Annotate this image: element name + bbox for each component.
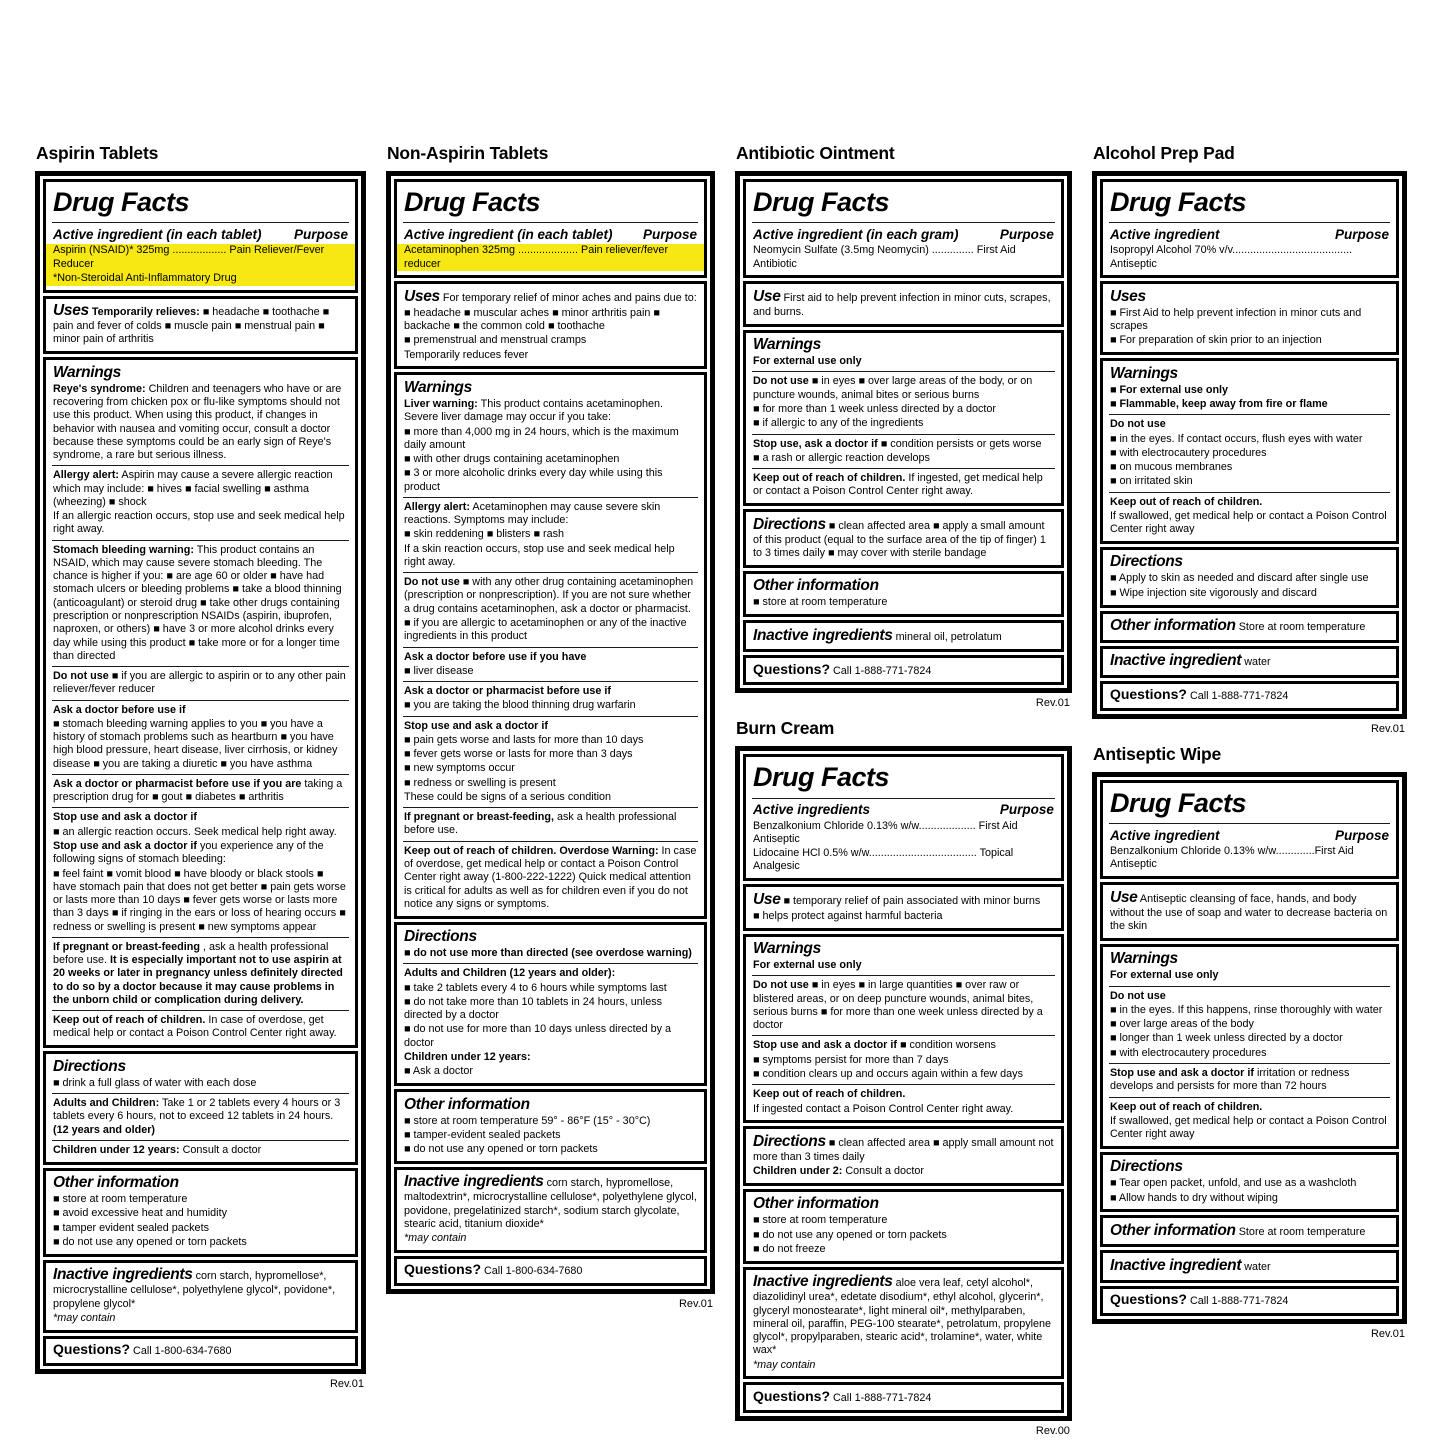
text-row: Do not use xyxy=(1109,989,1166,1002)
text-row: Questions? Call 1-800-634-7680 xyxy=(53,1341,232,1358)
separator-rule xyxy=(403,716,698,717)
separator-rule xyxy=(52,774,349,775)
separator-rule xyxy=(403,841,698,842)
use-section xyxy=(743,281,1064,326)
section-heading-row: Other information xyxy=(752,1195,879,1213)
separator-rule xyxy=(1109,1063,1390,1064)
separator-rule xyxy=(1109,222,1390,223)
text-row: Active ingredient (in each gram) Purpose xyxy=(752,226,1054,242)
separator-rule xyxy=(403,647,698,648)
column-2 xyxy=(386,143,715,1310)
text-row: ■ for more than 1 week unless directed by a doctor xyxy=(752,403,996,416)
text-row: If swallowed, get medical help or contact a Poison Control Center right away xyxy=(1109,509,1387,536)
revision-label: Rev.01 xyxy=(1370,1327,1406,1340)
section-heading-row: Directions ■ clean affected area ■ apply small amount not more than 3 times daily xyxy=(752,1132,1054,1163)
text-row: Allergy alert: Aspirin may cause a severe allergic reaction which may include: ■ hives ■ facial swelling ■ asthma (wheezing) ■ shock xyxy=(53,469,333,508)
warnings-section xyxy=(394,372,707,918)
text-row: ■ tamper-evident sealed packets xyxy=(403,1128,561,1141)
uses-section xyxy=(394,281,707,369)
text-row: ■ Tear open packet, unfold, and use as a washcloth xyxy=(1109,1177,1357,1190)
text-row: Keep out of reach of children. xyxy=(1109,495,1263,508)
separator-rule xyxy=(403,807,698,808)
section-heading-row: Directions xyxy=(1109,553,1183,571)
text-row: Children under 12 years: Consult a doctor xyxy=(53,1143,262,1156)
separator-rule xyxy=(403,681,698,682)
text-row: Do not use ■ if you are allergic to aspirin or to any other pain reliever/fever reducer xyxy=(53,670,346,696)
text-row: Stop use and ask a doctor if xyxy=(53,811,197,824)
text-row: ■ if you are allergic to acetaminophen or any of the inactive ingredients in this product xyxy=(403,617,687,643)
uses-section xyxy=(43,296,358,355)
text-row: ■ helps protect against harmful bacteria xyxy=(752,909,943,922)
other-information-section xyxy=(1100,611,1399,643)
column-3 xyxy=(735,143,1072,1437)
separator-rule xyxy=(403,963,698,964)
text-row: ■ For external use only xyxy=(1109,383,1229,396)
text-row: For external use only xyxy=(1109,969,1219,982)
drug-facts-title: Drug Facts xyxy=(1109,187,1246,217)
text-row: *may contain xyxy=(53,1311,116,1324)
text-row: ■ fever gets worse or lasts for more than 3 days xyxy=(403,748,633,761)
section-heading-row: Other information Store at room temperature xyxy=(1109,617,1366,634)
text-row: ■ For preparation of skin prior to an injection xyxy=(1109,334,1322,347)
inactive-ingredients-section xyxy=(43,1260,358,1333)
separator-rule xyxy=(52,222,349,223)
text-row: ■ Ask a doctor xyxy=(403,1065,473,1078)
separator-rule xyxy=(1109,492,1390,493)
text-row: ■ symptoms persist for more than 7 days xyxy=(752,1053,949,1066)
separator-rule xyxy=(752,371,1055,372)
text-row: ■ do not use any opened or torn packets xyxy=(752,1228,947,1241)
text-row: ■ new symptoms occur xyxy=(403,762,515,775)
inactive-ingredients-section xyxy=(743,1267,1064,1380)
text-row: ■ pain gets worse and lasts for more than 10 days xyxy=(403,733,644,746)
text-row: ■ premenstrual and menstrual cramps xyxy=(403,334,587,347)
separator-rule xyxy=(52,540,349,541)
text-row: Ask a doctor or pharmacist before use if xyxy=(403,685,611,698)
revision-label: Rev.01 xyxy=(1370,722,1406,735)
text-row: Questions? Call 1-888-771-7824 xyxy=(1109,1291,1289,1308)
section-heading-row: Inactive ingredient water xyxy=(1109,652,1271,670)
text-row: For external use only xyxy=(752,959,862,972)
text-row: ■ an allergic reaction occurs. Seek medical help right away. xyxy=(53,825,337,838)
drug-facts-label xyxy=(1092,772,1407,1324)
separator-rule xyxy=(403,222,698,223)
text-row: Active ingredient Purpose xyxy=(1109,226,1390,242)
separator-rule xyxy=(752,1035,1055,1036)
product-heading: Non-Aspirin Tablets xyxy=(386,143,549,163)
revision-label: Rev.01 xyxy=(1035,697,1070,710)
header-section xyxy=(43,179,358,293)
text-row: Acetaminophen 325mg .................... Pain reliever/fever reducer xyxy=(397,244,704,272)
separator-rule xyxy=(752,434,1055,435)
section-heading-row: Directions xyxy=(1109,1158,1183,1176)
text-row: ■ store at room temperature xyxy=(53,1193,188,1206)
directions-section xyxy=(743,1126,1064,1186)
text-row: ■ Flammable, keep away from fire or flame xyxy=(1109,398,1328,411)
header-section xyxy=(1100,179,1399,278)
text-row: ■ redness or swelling is present xyxy=(403,776,556,789)
separator-rule xyxy=(52,1140,349,1141)
text-row: ■ avoid excessive heat and humidity xyxy=(53,1207,227,1220)
text-row: *Non-Steroidal Anti-Inflammatory Drug xyxy=(46,271,355,285)
inactive-ingredients-section xyxy=(394,1167,707,1253)
separator-rule xyxy=(52,1010,349,1011)
warnings-section xyxy=(1100,944,1399,1149)
text-row: ■ do not take more than 10 tablets in 24 hours, unless directed by a doctor xyxy=(403,995,662,1022)
text-row: Reye's syndrome: Children and teenagers who have or are recovering from chicken pox or flu-like symptoms should not use this product. When using this product, if changes in behavior with nausea and vomiting occur, consult a doctor because these symptoms could be an early sign of Reye's syndrome, a rare but serious illness. xyxy=(53,382,342,462)
other-information-section xyxy=(43,1168,358,1257)
column-4 xyxy=(1092,143,1407,1340)
text-row: Aspirin (NSAID)* 325mg .................. Pain Reliever/Fever Reducer xyxy=(46,244,355,272)
text-row: If a skin reaction occurs, stop use and seek medical help right away. xyxy=(403,542,675,568)
other-information-section xyxy=(394,1089,707,1164)
section-heading-row: Other information xyxy=(752,577,879,595)
questions-section xyxy=(743,1382,1064,1412)
text-row: Keep out of reach of children. If ingested, get medical help or contact a Poison Control Center right away. xyxy=(752,472,1043,498)
separator-rule xyxy=(1109,1097,1390,1098)
panel-aspirin-tablets xyxy=(35,143,366,1390)
text-row: Questions? Call 1-888-771-7824 xyxy=(752,1387,932,1404)
section-heading-row: Uses For temporary relief of minor aches and pains due to: xyxy=(403,287,697,305)
text-row: ■ do not freeze xyxy=(752,1242,826,1255)
separator-rule xyxy=(52,1093,349,1094)
text-row: Keep out of reach of children. Overdose Warning: In case of overdose, get medical help or contact a Poison Control Center right away (1-800-222-1222) Quick medical attention is critical for adults as well as for children even if you do not notice any signs or symptoms. xyxy=(403,844,697,910)
text-row: If an allergic reaction occurs, stop use and seek medical help right away. xyxy=(53,510,345,536)
text-row: ■ store at room temperature xyxy=(752,1214,888,1227)
text-row: Lidocaine HCl 0.5% w/w.................................... Topical Analgesic xyxy=(752,847,1014,873)
text-row: Keep out of reach of children. In case of overdose, get medical help or contact a Poison Control Center right away. xyxy=(53,1014,337,1040)
separator-rule xyxy=(1109,414,1390,415)
separator-rule xyxy=(752,222,1055,223)
text-row: Isopropyl Alcohol 70% v/v........................................ Antiseptic xyxy=(1109,244,1353,270)
revision-label: Rev.01 xyxy=(678,1298,713,1311)
text-row: Stop use and ask a doctor if irritation or redness develops and persists for more than 72 hours xyxy=(1109,1066,1350,1093)
inactive-ingredients-section xyxy=(1100,1250,1399,1282)
section-heading-row: Inactive ingredients aloe vera leaf, cetyl alcohol*, diazolidinyl urea*, edetate disodium*, ethyl alcohol, glycerin*, glyceryl monostearate*, light mineral oil*, methylparaben, mineral oil, paraffin, PEG-100 stearate*, petrolatum, propylene glycol*, propylparaben, stearic acid*, trolamine*, water, white wax* xyxy=(752,1273,1052,1357)
separator-rule xyxy=(52,666,349,667)
text-row: Do not use ■ in eyes ■ over large areas of the body, or on puncture wounds, animal bites or serious burns xyxy=(752,375,1033,401)
header-section xyxy=(743,179,1064,278)
warnings-section xyxy=(1100,358,1399,544)
text-row: ■ do not use for more than 10 days unless directed by a doctor xyxy=(403,1023,671,1049)
questions-section xyxy=(43,1336,358,1366)
inactive-ingredients-section xyxy=(1100,646,1399,678)
text-row: ■ you are taking the blood thinning drug warfarin xyxy=(403,699,636,712)
separator-rule xyxy=(1109,823,1390,824)
section-heading-row: Inactive ingredients corn starch, hypromellose, maltodextrin*, microcrystalline cellulose*, polyethylene glycol, povidone, pregelatinized starch*, sodium starch glycolate, stearic acid, titanium dioxide* xyxy=(403,1173,697,1230)
text-row: Keep out of reach of children. xyxy=(1109,1100,1263,1113)
use-section xyxy=(743,884,1064,930)
text-row: ■ longer than 1 week unless directed by a doctor xyxy=(1109,1032,1343,1045)
section-heading-row: Uses xyxy=(1109,287,1146,305)
text-row: Ask a doctor before use if you have xyxy=(403,650,587,663)
other-information-section xyxy=(743,1189,1064,1264)
section-heading-row: Inactive ingredients corn starch, hypromellose*, microcrystalline cellulose*, polyethylene glycol*, povidone*, propylene glycol* xyxy=(53,1266,336,1310)
text-row: ■ with electrocautery procedures xyxy=(1109,446,1267,459)
text-row: If ingested contact a Poison Control Center right away. xyxy=(752,1102,1014,1115)
questions-section xyxy=(1100,1286,1399,1316)
section-heading-row: Use Antiseptic cleansing of face, hands, and body without the use of soap and water to decrease bacteria on the skin xyxy=(1109,888,1388,933)
separator-rule xyxy=(403,572,698,573)
revision-label: Rev.00 xyxy=(1035,1424,1070,1437)
text-row: ■ feel faint ■ vomit blood ■ have bloody or black stools ■ have stomach pain that does not get better ■ pain gets worse or lasts more than 10 days ■ fever gets worse or lasts more than 3 days ■ if ringing in the ears or loss of hearing occurs ■ redness or swelling is present ■ new symptoms appear xyxy=(53,867,346,933)
warnings-section xyxy=(43,357,358,1048)
revision-label: Rev.01 xyxy=(329,1377,364,1390)
section-heading-row: Warnings xyxy=(53,363,121,381)
section-heading-row: Warnings xyxy=(1109,364,1178,382)
text-row: Children under 2: Consult a doctor xyxy=(752,1165,924,1178)
separator-rule xyxy=(52,700,349,701)
section-heading-row: Warnings xyxy=(1109,950,1178,968)
text-row: *may contain xyxy=(752,1358,816,1371)
text-row: Stop use and ask a doctor if xyxy=(403,719,548,732)
separator-rule xyxy=(752,975,1055,976)
text-row: Questions? Call 1-888-771-7824 xyxy=(1109,686,1289,703)
separator-rule xyxy=(752,468,1055,469)
product-heading: Antibiotic Ointment xyxy=(735,143,895,163)
text-row: Allergy alert: Acetaminophen may cause severe skin reactions. Symptoms may include: xyxy=(403,500,661,527)
text-row: Do not use ■ with any other drug containing acetaminophen (prescription or nonprescription). If you are not sure whether a drug contains acetaminophen, ask a doctor or pharmacist. xyxy=(403,576,694,615)
section-heading-row: Use First aid to help prevent infection in minor cuts, scrapes, and burns. xyxy=(752,287,1051,318)
drug-facts-label xyxy=(35,171,366,1374)
section-heading-row: Inactive ingredients mineral oil, petrolatum xyxy=(752,626,1002,644)
header-section xyxy=(394,179,707,278)
questions-section xyxy=(743,655,1064,685)
text-row: Neomycin Sulfate (3.5mg Neomycin) .............. First Aid Antibiotic xyxy=(752,244,1016,270)
text-row: Active ingredient (in each tablet) Purpose xyxy=(403,226,697,242)
section-heading-row: Other information Store at room temperature xyxy=(1109,1221,1366,1239)
drug-facts-label xyxy=(386,171,715,1294)
text-row: If pregnant or breast-feeding , ask a health professional before use. It is especially important not to use aspirin at 20 weeks or later in pregnancy unless definitely directed to do so by a doctor because it may cause problems in the unborn child or complication during delivery. xyxy=(53,940,343,1006)
text-row: Benzalkonium Chloride 0.13% w/w................... First Aid Antiseptic xyxy=(752,819,1018,845)
text-row: ■ drink a full glass of water with each dose xyxy=(53,1076,257,1089)
text-row: ■ headache ■ muscular aches ■ minor arthritis pain ■ backache ■ the common cold ■ toothache xyxy=(403,306,660,333)
inactive-ingredients-section xyxy=(743,620,1064,652)
text-row: ■ with electrocautery procedures xyxy=(1109,1046,1267,1059)
text-row: Keep out of reach of children. xyxy=(752,1088,906,1101)
text-row: ■ if allergic to any of the ingredients xyxy=(752,417,924,430)
text-row: Questions? Call 1-800-634-7680 xyxy=(403,1261,583,1278)
text-row: ■ 3 or more alcoholic drinks every day while using this product xyxy=(403,467,663,493)
text-row: Liver warning: This product contains acetaminophen. Severe liver damage may occur if you take: xyxy=(403,398,664,424)
text-row: For external use only xyxy=(752,355,862,368)
text-row: ■ skin reddening ■ blisters ■ rash xyxy=(403,528,564,541)
section-heading-row: Other information xyxy=(53,1174,179,1192)
text-row: Temporarily reduces fever xyxy=(403,348,529,361)
questions-section xyxy=(394,1256,707,1286)
separator-rule xyxy=(52,937,349,938)
directions-section xyxy=(394,922,707,1086)
text-row: ■ First Aid to help prevent infection in minor cuts and scrapes xyxy=(1109,306,1362,333)
directions-section xyxy=(1100,547,1399,608)
text-row: ■ in the eyes. If this happens, rinse thoroughly with water xyxy=(1109,1003,1383,1016)
text-row: Questions? Call 1-888-771-7824 xyxy=(752,660,932,677)
section-heading-row: Directions xyxy=(403,928,477,946)
text-row: ■ a rash or allergic reaction develops xyxy=(752,451,930,464)
directions-section xyxy=(1100,1152,1399,1213)
drug-facts-title: Drug Facts xyxy=(53,187,190,217)
separator-rule xyxy=(403,497,698,498)
text-row: Stop use and ask a doctor if ■ condition worsens xyxy=(752,1039,996,1052)
text-row: ■ in the eyes. If contact occurs, flush eyes with water xyxy=(1109,432,1363,445)
header-section xyxy=(743,754,1064,881)
text-row: Do not use ■ in eyes ■ in large quantities ■ over raw or blistered areas, or on deep puncture wounds, animal bites, serious burns ■ for more than one week unless directed by a doctor xyxy=(752,979,1043,1032)
drug-facts-title: Drug Facts xyxy=(752,187,890,217)
text-row: ■ on mucous membranes xyxy=(1109,461,1233,474)
text-row: ■ Allow hands to dry without wiping xyxy=(1109,1191,1278,1204)
separator-rule xyxy=(1109,986,1390,987)
text-row: Stop use, ask a doctor if ■ condition persists or gets worse xyxy=(752,437,1042,450)
text-row: ■ over large areas of the body xyxy=(1109,1018,1254,1031)
text-row: ■ Apply to skin as needed and discard after single use xyxy=(1109,572,1369,585)
product-heading: Burn Cream xyxy=(735,718,835,739)
questions-section xyxy=(1100,681,1399,711)
product-heading: Aspirin Tablets xyxy=(36,143,159,163)
uses-section xyxy=(1100,281,1399,355)
text-row: Stomach bleeding warning: This product contains an NSAID, which may cause severe stomach bleeding. The chance is higher if you: ■ are age 60 or older ■ have had stomach ulcers or bleeding problems ■ take a blood thinning (anticoagulant) or steroid drug ■ take other drugs containing prescription or nonprescription NSAIDs (aspirin, ibuprofen, naproxen, or others) ■ have 3 or more alcohol drinks every day while using this product ■ take more or for a longer time than directed xyxy=(53,543,342,662)
column-1 xyxy=(35,143,366,1390)
text-row: ■ more than 4,000 mg in 24 hours, which is the maximum daily amount xyxy=(403,425,679,451)
text-row: ■ liver disease xyxy=(403,664,474,677)
text-row: ■ Wipe injection site vigorously and discard xyxy=(1109,586,1317,599)
separator-rule xyxy=(752,1084,1055,1085)
text-row: Stop use and ask a doctor if you experience any of the following signs of stomach bleeding: xyxy=(53,839,324,866)
drug-facts-title: Drug Facts xyxy=(752,762,890,793)
panel-antiseptic-wipe xyxy=(1092,744,1407,1340)
directions-section xyxy=(43,1051,358,1164)
section-heading-row: Other information xyxy=(403,1095,530,1113)
warnings-section xyxy=(743,934,1064,1124)
text-row: Ask a doctor before use if xyxy=(53,703,186,716)
text-row: Children under 12 years: xyxy=(403,1050,531,1063)
text-row: ■ do not use more than directed (see overdose warning) xyxy=(403,947,692,960)
text-row: If pregnant or breast-feeding, ask a health professional before use. xyxy=(403,811,677,837)
panel-non-aspirin-tablets xyxy=(386,143,715,1310)
text-row: Ask a doctor or pharmacist before use if you are taking a prescription drug for ■ gout ■ diabetes ■ arthritis xyxy=(53,777,343,804)
section-heading-row: Warnings xyxy=(403,378,472,396)
section-heading-row: Use ■ temporary relief of pain associated with minor burns xyxy=(752,890,1041,908)
drug-facts-label xyxy=(735,171,1072,693)
section-heading-row: Inactive ingredient water xyxy=(1109,1256,1271,1274)
drug-facts-title: Drug Facts xyxy=(1109,787,1246,818)
warnings-section xyxy=(743,330,1064,506)
section-heading-row: Directions xyxy=(53,1057,126,1075)
section-heading-row: Directions ■ clean affected area ■ apply a small amount of this product (equal to the surface area of the tip of finger) 1 to 3 times daily ■ may cover with sterile bandage xyxy=(752,515,1046,559)
text-row: ■ with other drugs containing acetaminophen xyxy=(403,453,620,466)
text-row: ■ store at room temperature xyxy=(752,596,888,609)
text-row: ■ do not use any opened or torn packets xyxy=(403,1143,598,1156)
other-information-section xyxy=(743,571,1064,617)
drug-facts-label xyxy=(1092,171,1407,719)
text-row: These could be signs of a serious condition xyxy=(403,790,612,803)
drug-facts-label xyxy=(735,746,1072,1420)
text-row: *may contain xyxy=(403,1232,467,1245)
other-information-section xyxy=(1100,1215,1399,1247)
use-section xyxy=(1100,882,1399,941)
panel-burn-cream xyxy=(735,718,1072,1436)
section-heading-row: Warnings xyxy=(752,940,821,958)
text-row: Active ingredient (in each tablet) Purpose xyxy=(53,226,348,242)
text-row: Do not use xyxy=(1109,418,1166,431)
separator-rule xyxy=(52,807,349,808)
text-row: ■ do not use any opened or torn packets xyxy=(53,1235,247,1248)
product-heading: Antiseptic Wipe xyxy=(1092,743,1222,764)
text-row: Active ingredient Purpose xyxy=(1109,827,1390,843)
panel-alcohol-prep-pad xyxy=(1092,143,1407,735)
drug-facts-title: Drug Facts xyxy=(403,187,541,217)
separator-rule xyxy=(52,465,349,466)
header-section xyxy=(1100,780,1399,879)
text-row: ■ stomach bleeding warning applies to you ■ you have a history of stomach problems such as heartburn ■ you have high blood pressure, heart disease, liver cirrhosis, or kidney disease ■ you are taking a diuretic ■ you have asthma xyxy=(53,717,338,770)
text-row: ■ take 2 tablets every 4 to 6 hours while symptoms last xyxy=(403,981,667,994)
text-row: Benzalkonium Chloride 0.13% w/w.............First Aid Antiseptic xyxy=(1109,845,1354,871)
separator-rule xyxy=(752,798,1055,799)
text-row: Adults and Children: Take 1 or 2 tablets every 4 hours or 3 tablets every 6 hours, not to exceed 12 tablets in 24 hours. (12 years and older) xyxy=(53,1097,341,1136)
directions-section xyxy=(743,509,1064,568)
panel-antibiotic-ointment xyxy=(735,143,1072,709)
text-row: If swallowed, get medical help or contact a Poison Control Center right away xyxy=(1109,1114,1387,1141)
product-heading: Alcohol Prep Pad xyxy=(1092,143,1235,163)
section-heading-row: Warnings xyxy=(752,336,821,354)
section-heading-row: Uses Temporarily relieves: ■ headache ■ toothache ■ pain and fever of colds ■ muscle pain ■ menstrual pain ■ minor pain of arthritis xyxy=(53,302,330,346)
text-row: ■ on irritated skin xyxy=(1109,475,1193,488)
text-row: ■ tamper evident sealed packets xyxy=(53,1221,209,1234)
text-row: ■ store at room temperature 59° - 86°F (15° - 30°C) xyxy=(403,1114,651,1127)
text-row: Adults and Children (12 years and older): xyxy=(403,967,616,980)
text-row: ■ condition clears up and occurs again within a few days xyxy=(752,1067,1023,1080)
text-row: Active ingredients Purpose xyxy=(752,802,1054,818)
